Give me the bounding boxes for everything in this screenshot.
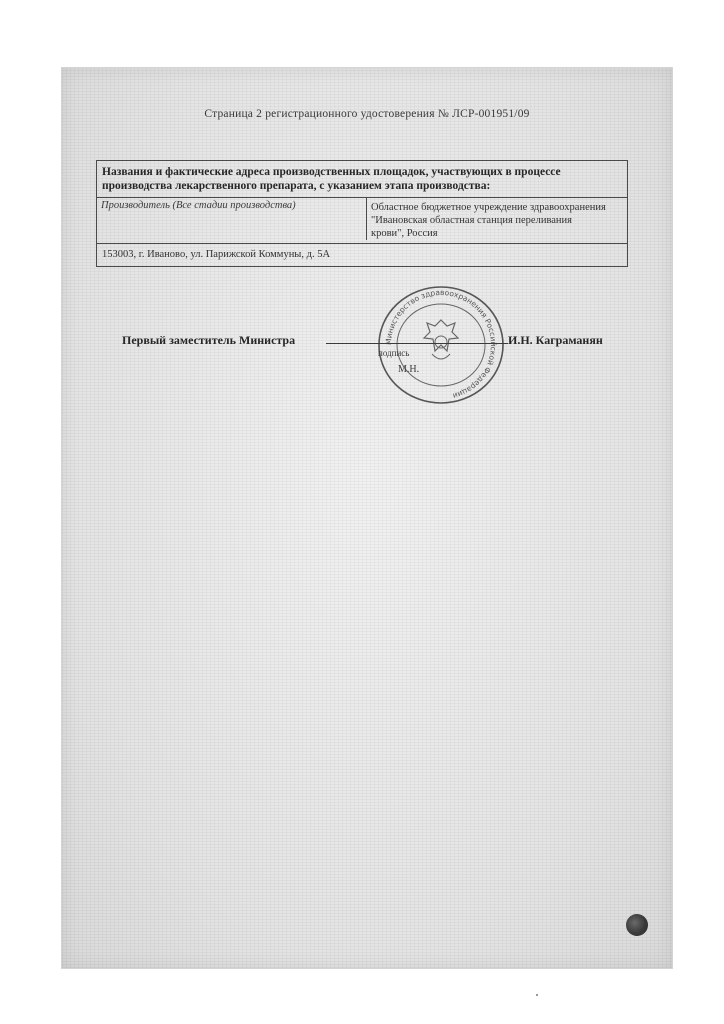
producer-name — [367, 198, 627, 243]
stamp-note-initials: М.Н. — [398, 364, 420, 375]
official-seal-stamp — [372, 282, 510, 408]
table-producer-row — [97, 198, 627, 244]
producer-name-line-3: крови", Россия — [371, 228, 438, 239]
page-header: Страница 2 регистрационного удостоверения № ЛСР-001951/09 — [204, 108, 530, 120]
producer-name-line-1: Областное бюджетное учреждение здравоохранения — [371, 202, 606, 213]
seal-ring-text: Министерство здравоохранения Российской Федерации — [383, 287, 499, 401]
signatory-position: Первый заместитель Министра — [122, 333, 296, 347]
producer-label: Производитель (Все стадии производства) — [97, 198, 367, 240]
binder-hole-mark — [626, 914, 648, 936]
emblem-icon — [424, 320, 458, 359]
stamp-note-signature: подпись — [378, 348, 410, 358]
scan-speck — [536, 994, 538, 996]
signatory-name: И.Н. Каграманян — [508, 333, 603, 347]
signature-line — [326, 343, 508, 344]
table-title: Названия и фактические адреса производственных площадок, участвующих в процессе производства лекарственного препарата, с указанием этапа производства: — [102, 166, 561, 192]
table-title-row — [97, 161, 627, 198]
production-sites-table — [96, 160, 628, 267]
table-address-row — [97, 244, 627, 266]
producer-name-line-2: "Ивановская областная станция переливания — [371, 215, 572, 226]
producer-address: 153003, г. Иваново, ул. Парижской Коммуны, д. 5А — [102, 249, 331, 260]
